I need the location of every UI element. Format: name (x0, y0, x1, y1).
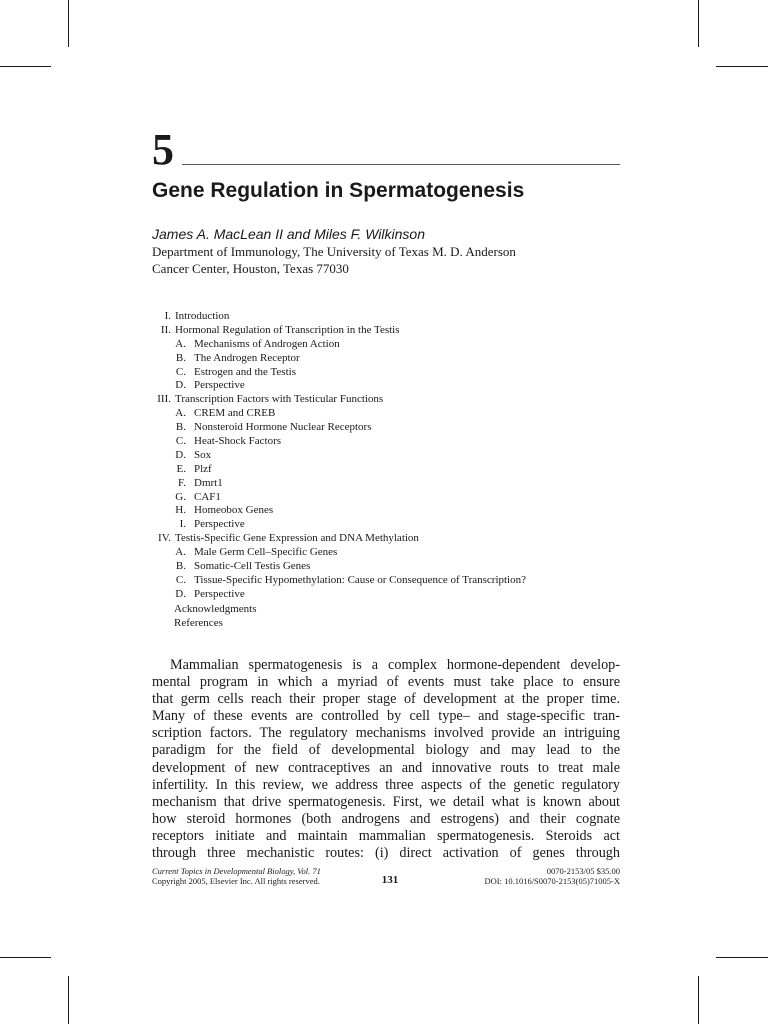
toc-entry-text: The Androgen Receptor (194, 351, 300, 364)
toc-entry-text: Mechanisms of Androgen Action (194, 337, 340, 350)
body-line: infertility. In this review, we address three aspects of the genetic regulatory (152, 776, 620, 793)
affiliation-line: Department of Immunology, The University of Texas M. D. Anderson (152, 244, 516, 259)
toc-entry-number: E. (176, 462, 186, 475)
toc-entry-number: A. (175, 407, 186, 420)
toc-entry-text: Homeobox Genes (194, 504, 274, 517)
copyright-notice: Copyright 2005, Elsevier Inc. All rights reserved. (152, 875, 320, 886)
toc-entry-number: G. (175, 490, 186, 503)
toc-entry-text: Male Germ Cell–Specific Genes (194, 546, 338, 559)
toc-entry-number: B. (175, 560, 186, 573)
toc-entry-number: III. (157, 393, 171, 406)
toc-entry-number: II. (160, 323, 171, 336)
toc-entry-number: D. (175, 587, 186, 600)
toc-entry-text: Heat-Shock Factors (194, 435, 282, 448)
toc-entry-number: C. (175, 573, 186, 586)
toc-entry-text: Nonsteroid Hormone Nuclear Receptors (194, 421, 372, 434)
page-footer (152, 867, 620, 895)
body-line: paradigm for the field of developmental biology and may lead to the (152, 742, 620, 759)
body-line: Many of these events are controlled by cell type– and stage-specific tran- (152, 708, 620, 725)
toc-entry-number: A. (175, 337, 186, 350)
toc-entry-number: I. (164, 310, 171, 322)
body-paragraph (152, 657, 620, 862)
body-line: mechanism that drive spermatogenesis. First, we detail what is known about (152, 793, 620, 810)
authors: James A. MacLean II and Miles F. Wilkinson (152, 226, 425, 242)
toc-entry-number: F. (178, 476, 186, 489)
chapter-heading (152, 125, 620, 174)
toc-entry-number: I. (179, 518, 186, 531)
crop-mark (68, 976, 69, 1024)
crop-mark (0, 66, 51, 67)
crop-mark (698, 976, 699, 1024)
body-line: Mammalian spermatogenesis is a complex hormone-dependent develop- (170, 657, 620, 673)
toc-entry-number: A. (175, 546, 186, 559)
toc-entry-text: Transcription Factors with Testicular Functions (175, 393, 384, 406)
toc-entry-number: B. (175, 421, 186, 434)
body-line: development of new contraceptives an and innovative routs to treat male (152, 759, 620, 776)
toc-entry-text: Somatic-Cell Testis Genes (194, 560, 311, 573)
chapter-number: 5 (152, 125, 174, 174)
body-line: scription factors. The regulatory mechanisms involved provide an intriguing (152, 725, 620, 742)
affiliation (152, 244, 516, 277)
toc-entry-text: Hormonal Regulation of Transcription in the Testis (175, 323, 400, 336)
crop-mark (716, 66, 768, 67)
toc-entry-text: Plzf (194, 462, 212, 475)
toc-entry-text: Dmrt1 (194, 476, 223, 489)
crop-mark (68, 0, 69, 47)
toc-entry-text: CREM and CREB (194, 407, 276, 420)
crop-mark (716, 957, 768, 958)
crop-mark (0, 957, 51, 958)
journal-citation: Current Topics in Developmental Biology, Vol. 71 (152, 866, 321, 876)
toc-entry-text: Introduction (175, 310, 230, 322)
toc-entry-text: Sox (194, 448, 212, 461)
toc-entry-number: D. (175, 379, 186, 392)
toc-entry-number: C. (175, 365, 186, 378)
crop-mark (698, 0, 699, 47)
body-line: how steroid hormones (both androgens and estrogens) and their cognate (152, 810, 620, 827)
body-line: through three mechanistic routes: (i) direct activation of genes through (152, 845, 620, 862)
body-line: receptors initiate and maintain mammalian spermatogenesis. Steroids act (152, 827, 620, 844)
chapter-title: Gene Regulation in Spermatogenesis (152, 179, 525, 202)
toc-entry-text: Perspective (194, 379, 245, 392)
body-line: mental program in which a myriad of events must take place to ensure (152, 674, 620, 691)
toc-entry-text: Acknowledgments (174, 602, 257, 615)
body-line: that germ cells reach their proper stage of development at the proper time. (152, 691, 620, 708)
toc-entry-text: Perspective (194, 587, 245, 600)
affiliation-line: Cancer Center, Houston, Texas 77030 (152, 260, 349, 276)
toc-entry-number: B. (175, 351, 186, 364)
doi: DOI: 10.1016/S0070-2153(05)71005-X (484, 875, 620, 886)
toc-entry-text: Estrogen and the Testis (194, 365, 296, 378)
toc-entry-text: Testis-Specific Gene Expression and DNA Methylation (175, 532, 419, 545)
toc-entry-text: Perspective (194, 518, 245, 531)
page-number: 131 (381, 874, 399, 886)
toc-entry-number: D. (175, 448, 186, 461)
issn-price: 0070-2153/05 $35.00 (546, 866, 620, 876)
toc-entry-number: IV. (158, 532, 171, 545)
chapter-rule (182, 164, 620, 165)
toc-entry-text: CAF1 (194, 490, 221, 503)
toc-entry-text: References (174, 616, 223, 629)
toc-entry-text: Tissue-Specific Hypomethylation: Cause or Consequence of Transcription? (194, 573, 526, 586)
toc-entry-number: C. (175, 435, 186, 448)
toc-entry-number: H. (175, 504, 186, 517)
